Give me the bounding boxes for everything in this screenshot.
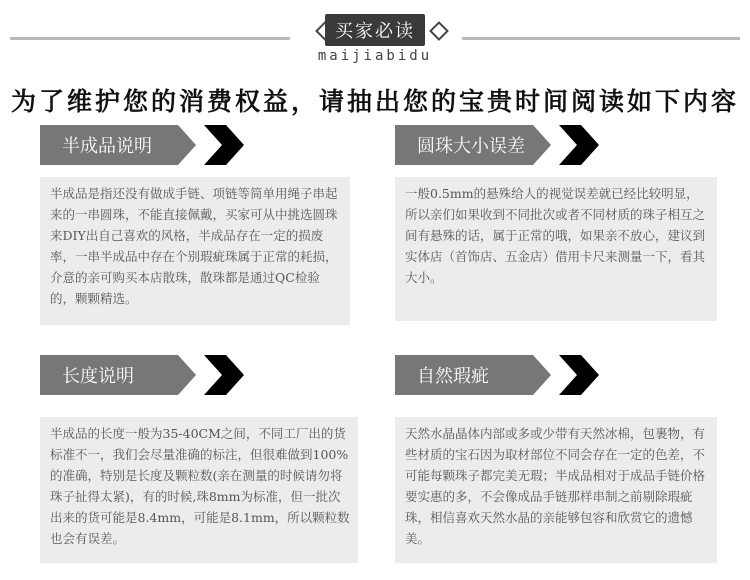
section-body: 一般0.5mm的悬殊给人的视觉误差就已经比较明显，所以亲们如果收到不同批次或者不同材质的珠子相互之间有悬殊的话，属于正常的哦，如果亲不放心，建议到实体店（首饰店、五金店）借用卡尺来测量一下，看其大小。 [395, 177, 717, 321]
header-subtitle: maijiabidu [317, 48, 433, 64]
diamond-right-icon [429, 21, 449, 41]
section-title: 半成品说明 [40, 125, 178, 165]
section-bead-size [395, 125, 717, 321]
divider-right [462, 37, 740, 40]
arrow-icon [204, 125, 244, 165]
divider-left [10, 37, 290, 40]
section-natural-flaws [395, 355, 717, 563]
arrow-icon [559, 355, 599, 395]
section-body: 半成品是指还没有做成手链、项链等简单用绳子串起来的一串圆珠，不能直接佩戴，买家可从中挑选圆珠来DIY出自己喜欢的风格，半成品存在一定的损废率，一串半成品中存在个别瑕疵珠属于正常的耗损，介意的亲可购买本店散珠，散珠都是通过QC检验的，颗颗精选。 [40, 177, 350, 325]
section-title: 长度说明 [40, 355, 178, 395]
section-title: 圆珠大小误差 [395, 125, 533, 165]
section-title: 自然瑕疵 [395, 355, 533, 395]
section-semi-finished [40, 125, 350, 325]
section-length [40, 355, 358, 563]
arrow-icon [204, 355, 244, 395]
header [0, 0, 750, 72]
section-body: 半成品的长度一般为35-40CM之间，不同工厂出的货标准不一，我们会尽量准确的标注，但很难做到100%的准确，特别是长度及颗粒数(亲在测量的时候请勿将珠子扯得太紧)，有的时候,珠8mm为标准，但一批次出来的货可能是8.4mm，可能是8.1mm，所以颗粒数也会有误差。 [40, 417, 358, 563]
page-headline: 为了维护您的消费权益，请抽出您的宝贵时间阅读如下内容 [10, 87, 739, 116]
section-body: 天然水晶晶体内部或多或少带有天然冰棉，包裹物，有些材质的宝石因为取材部位不同会存在一定的色差，不可能每颗珠子都完美无瑕；半成品相对于成品手链价格要实惠的多，不会像成品手链那样串制之前剔除瑕疵珠，相信喜欢天然水晶的亲能够包容和欣赏它的遗憾美。 [395, 417, 717, 563]
arrow-icon [559, 125, 599, 165]
header-badge: 买家必读 [325, 14, 425, 46]
